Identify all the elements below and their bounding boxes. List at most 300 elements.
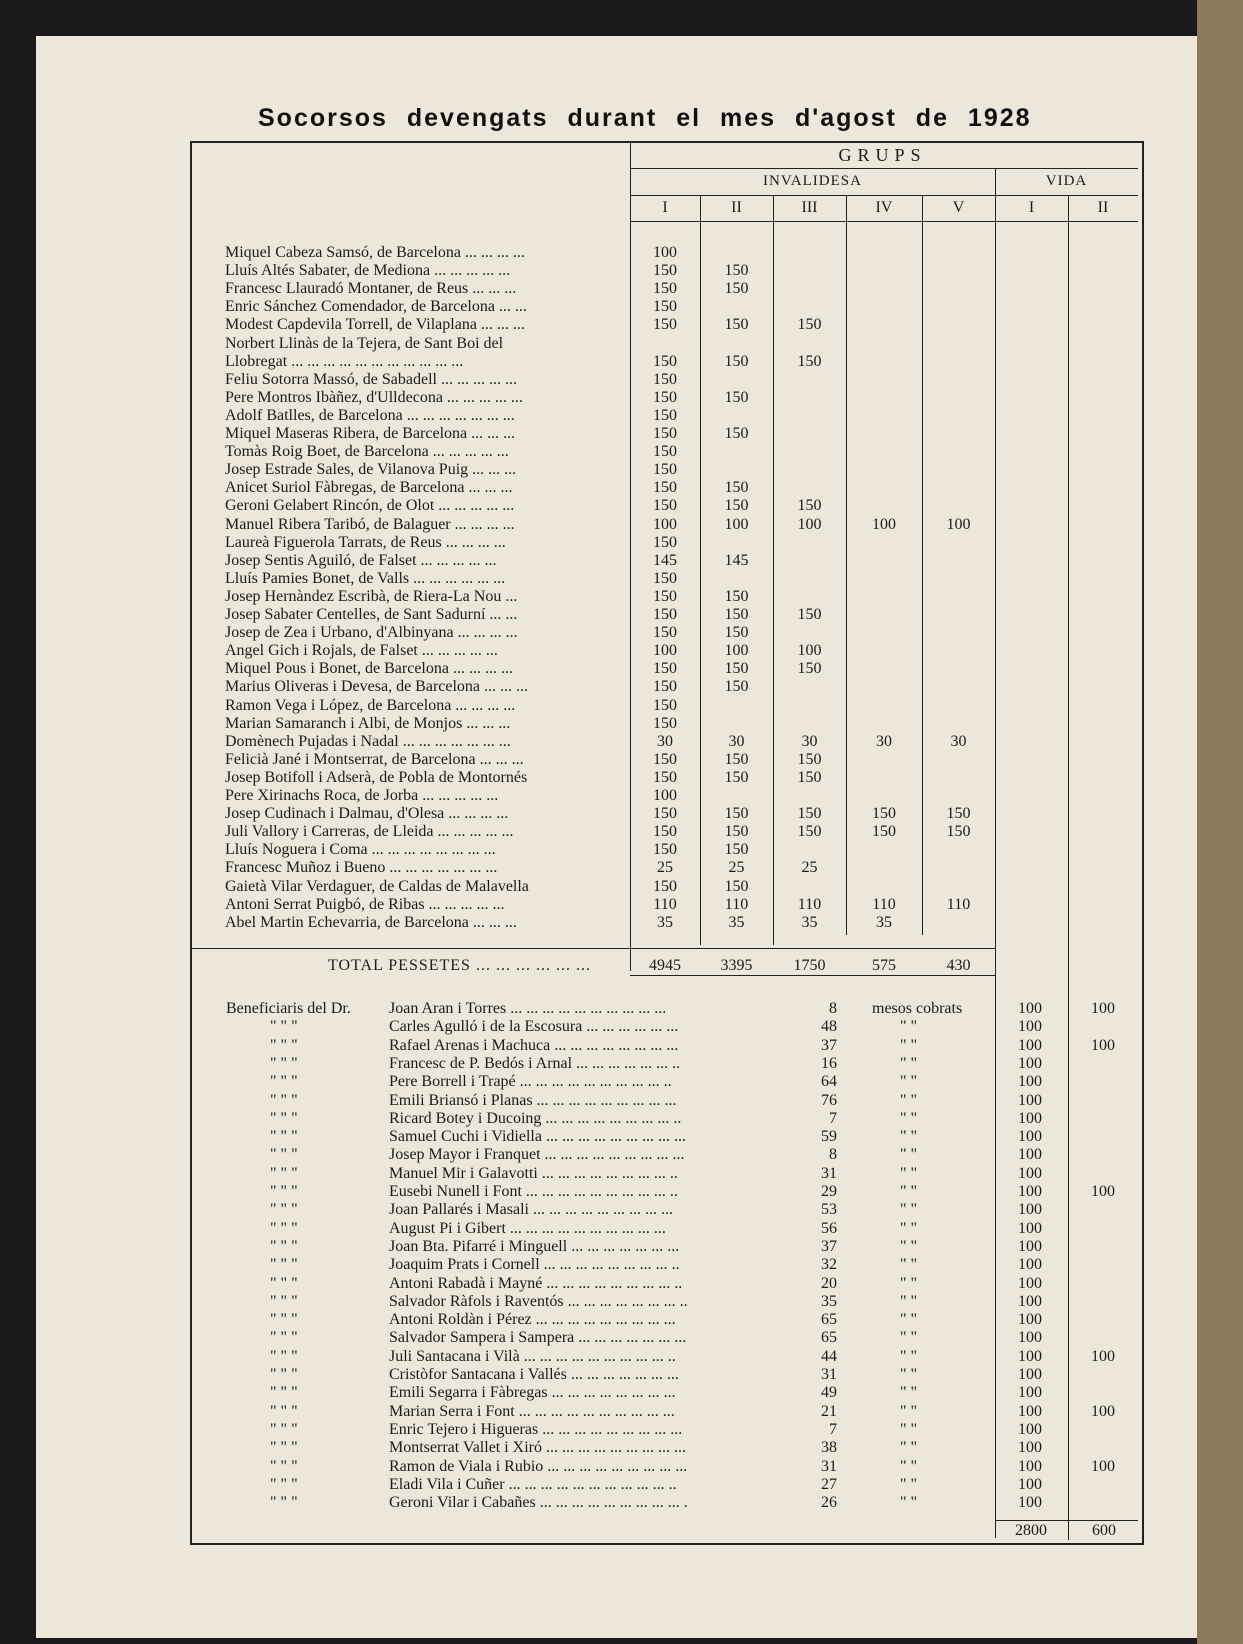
months-value: 29 [821, 1183, 837, 1200]
table-row-name: Marius Oliveras i Devesa, de Barcelona ... ... ... [225, 678, 529, 696]
total-label: TOTAL PESSETES ... ... ... ... ... ... [328, 957, 591, 974]
table-cell-value: 150 [653, 280, 677, 298]
ditto-mark: " " " [270, 1274, 298, 1292]
ditto-mark: " " " [270, 1494, 298, 1512]
vida-i-value: 100 [1018, 1475, 1042, 1493]
vida-i-value: 100 [1018, 1146, 1042, 1164]
months-value: 64 [821, 1073, 837, 1091]
table-row-name: Josep de Zea i Urbano, d'Albinyana ... ... ... ... [225, 624, 518, 642]
months-value: 16 [821, 1054, 837, 1072]
table-row-name: Laureà Figuerola Tarrats, de Reus ... ... ... ... [225, 533, 506, 551]
header-rule [630, 221, 1138, 222]
beneficiary-name: Ricard Botey i Ducoing ... ... ... ... ... ... ... ... .. [389, 1109, 682, 1127]
header-rule [630, 195, 1138, 196]
table-cell-value: 150 [653, 841, 677, 859]
table-cell-value: 150 [653, 533, 677, 551]
vida-i-value: 100 [1018, 1256, 1042, 1274]
ditto-mark: " " [900, 1475, 918, 1493]
table-cell-value: 150 [797, 823, 822, 841]
table-cell-value: 150 [653, 406, 677, 424]
beneficiary-name: Marian Serra i Font ... ... ... ... ... ... ... ... ... ... [389, 1402, 675, 1420]
ditto-mark: " " " [270, 1073, 298, 1091]
vida-i-value: 100 [1018, 1164, 1042, 1182]
months-value: 7 [829, 1109, 837, 1127]
ditto-mark: " " [900, 1384, 918, 1402]
table-cell-value: 150 [653, 805, 677, 823]
total-value: 430 [946, 957, 971, 974]
mesos-label: mesos cobrats [872, 1000, 963, 1017]
vida-ii-value: 100 [1091, 1000, 1115, 1017]
ditto-mark: " " " [270, 1146, 298, 1164]
table-row-name: Josep Sentis Aguiló, de Falset ... ... ... ... ... [225, 551, 497, 569]
table-row-name: Geroni Gelabert Rincón, de Olot ... ... ... ... ... [225, 497, 515, 515]
table-cell-value: 100 [653, 787, 677, 804]
header-grups: GRUPS [838, 145, 927, 165]
ditto-mark: " " " [270, 1018, 298, 1036]
column-rule [995, 168, 996, 1538]
table-row-name: Enric Sánchez Comendador, de Barcelona ... ... [225, 298, 527, 316]
ditto-mark: " " [900, 1018, 918, 1036]
months-value: 8 [829, 1146, 837, 1164]
table-cell-value: 150 [653, 461, 677, 479]
table-row-name: Tomàs Roig Boet, de Barcelona ... ... ... ... ... [225, 443, 509, 461]
vida-i-value: 100 [1018, 1237, 1042, 1255]
table-row-name: Lluís Altés Sabater, de Mediona ... ... ... ... ... [225, 262, 511, 280]
table-cell-value: 150 [724, 877, 749, 895]
column-rule [700, 195, 701, 945]
table-cell-value: 25 [657, 859, 673, 877]
table-cell-value: 150 [797, 352, 822, 370]
table-row-name: Modest Capdevila Torrell, de Vilaplana ... ... ... [225, 316, 525, 334]
table-cell-value: 150 [653, 497, 677, 515]
ditto-mark: " " [900, 1311, 918, 1329]
table-row-name: Pere Montros Ibàñez, d'Ulldecona ... ... ... ... ... [225, 388, 523, 406]
months-value: 49 [821, 1384, 837, 1402]
table-cell-value: 150 [653, 750, 677, 768]
beneficiary-name: Salvador Ràfols i Raventós ... ... ... ... ... ... ... .. [389, 1292, 688, 1310]
column-rule [773, 195, 774, 945]
beneficiary-name: Ramon de Viala i Rubio ... ... ... ... ... ... ... ... ... [389, 1457, 688, 1475]
months-value: 8 [829, 1000, 837, 1017]
vida-i-value: 100 [1018, 1128, 1042, 1146]
table-cell-value: 25 [728, 859, 745, 877]
table-row-name: Gaietà Vilar Verdaguer, de Caldas de Malavella [225, 877, 529, 895]
vida-i-value: 100 [1018, 1201, 1042, 1219]
total-value: 1750 [793, 957, 826, 974]
beneficiary-name: Carles Agulló i de la Escosura ... ... ... ... ... ... [389, 1018, 679, 1036]
ditto-mark: " " [900, 1292, 918, 1310]
table-cell-value: 30 [950, 732, 967, 750]
table-cell-value: 150 [797, 497, 822, 515]
table-cell-value: 150 [724, 388, 749, 406]
ditto-mark: " " " [270, 1164, 298, 1182]
ditto-mark: " " " [270, 1439, 298, 1457]
vida-ii-value: 100 [1091, 1347, 1115, 1365]
beneficiary-name: Emili Briansó i Planas ... ... ... ... ... ... ... ... ... [389, 1091, 677, 1109]
table-row-name: Llobregat ... ... ... ... ... ... ... ... ... ... ... [225, 352, 464, 370]
table-cell-value: 150 [872, 805, 896, 823]
column-rule [846, 195, 847, 935]
total-value: 575 [872, 957, 896, 974]
ditto-mark: " " " [270, 1311, 298, 1329]
months-value: 48 [821, 1018, 837, 1036]
vida-ii-value: 100 [1091, 1036, 1115, 1054]
table-cell-value: 150 [653, 370, 677, 388]
beneficiary-name: Josep Mayor i Franquet ... ... ... ... ... ... ... ... ... [389, 1146, 685, 1164]
ditto-mark: " " [900, 1329, 918, 1347]
vida-i-value: 100 [1018, 1054, 1042, 1072]
beneficiary-name: Pere Borrell i Trapé ... ... ... ... ... ... ... ... ... .. [389, 1073, 672, 1091]
beneficiary-name: Manuel Mir i Galavotti ... ... ... ... ... ... ... ... .. [389, 1164, 678, 1182]
table-cell-value: 30 [728, 732, 745, 750]
months-value: 32 [821, 1256, 837, 1274]
table-cell-value: 150 [797, 750, 822, 768]
table-cell-value: 150 [724, 587, 749, 605]
table-cell-value: 35 [801, 913, 818, 931]
vida-i-value: 100 [1018, 1402, 1042, 1420]
table-row-name: Domènech Pujadas i Nadal ... ... ... ... ... ... ... [225, 732, 511, 750]
table-cell-value: 150 [797, 660, 822, 678]
vida-total-value: 600 [1092, 1522, 1116, 1539]
beneficiary-name: Joan Pallarés i Masali ... ... ... ... ... ... ... ... ... [389, 1201, 673, 1219]
table-row-name: Josep Cudinach i Dalmau, d'Olesa ... ... ... ... [225, 805, 509, 823]
months-value: 26 [821, 1494, 837, 1512]
table-cell-value: 100 [946, 515, 971, 533]
ditto-mark: " " [900, 1091, 918, 1109]
vida-i-value: 100 [1018, 1439, 1042, 1457]
vida-i-value: 100 [1018, 1420, 1042, 1438]
ditto-mark: " " " [270, 1292, 298, 1310]
vida-ii-value: 100 [1091, 1183, 1115, 1200]
table-cell-value: 150 [946, 823, 971, 841]
beneficiary-name: Rafael Arenas i Machuca ... ... ... ... ... ... ... ... [389, 1036, 679, 1054]
table-cell-value: 150 [724, 425, 749, 442]
header-vida: VIDA [1045, 173, 1088, 189]
table-cell-value: 150 [653, 316, 677, 334]
vida-total-value: 2800 [1015, 1522, 1047, 1539]
table-cell-value: 30 [801, 732, 818, 750]
table-cell-value: 150 [724, 479, 749, 497]
table-cell-value: 150 [653, 479, 677, 497]
table-cell-value: 150 [724, 352, 749, 370]
months-value: 31 [821, 1457, 837, 1475]
table-cell-value: 110 [872, 895, 896, 913]
ditto-mark: " " " [270, 1201, 298, 1219]
column-header: III [801, 199, 818, 216]
table-cell-value: 150 [653, 262, 677, 280]
vida-i-value: 100 [1018, 1329, 1042, 1347]
vida-i-value: 100 [1018, 1018, 1042, 1036]
ditto-mark: " " [900, 1109, 918, 1127]
ditto-mark: " " [900, 1457, 918, 1475]
column-rule [922, 195, 923, 935]
table-cell-value: 100 [653, 244, 677, 261]
ditto-mark: " " " [270, 1457, 298, 1475]
vida-i-value: 100 [1018, 1091, 1042, 1109]
months-value: 38 [821, 1439, 837, 1457]
vida-i-value: 100 [1018, 1073, 1042, 1091]
ditto-mark: " " " [270, 1256, 298, 1274]
beneficiary-name: Joan Bta. Pifarré i Minguell ... ... ... ... ... ... ... [389, 1237, 680, 1255]
column-header: II [731, 199, 742, 216]
table-cell-value: 30 [876, 732, 892, 750]
table-cell-value: 150 [724, 805, 749, 823]
ditto-mark: " " [900, 1420, 918, 1438]
vida-i-value: 100 [1018, 1219, 1042, 1237]
beneficiary-name: August Pi i Gibert ... ... ... ... ... ... ... ... ... ... [389, 1219, 666, 1237]
ditto-mark: " " " [270, 1054, 298, 1072]
vida-i-value: 100 [1018, 1274, 1042, 1292]
ditto-mark: " " [900, 1183, 918, 1200]
table-row-name: Josep Estrade Sales, de Vilanova Puig ... ... ... [225, 461, 517, 479]
table-row-name: Josep Botifoll i Adserà, de Pobla de Montornés [225, 768, 528, 786]
ditto-mark: " " [900, 1054, 918, 1072]
ditto-mark: " " " [270, 1402, 298, 1420]
table-row-name: Miquel Cabeza Samsó, de Barcelona ... ... ... ... [225, 244, 525, 261]
beneficiary-name: Geroni Vilar i Cabañes ... ... ... ... ... ... ... ... ... . [389, 1494, 688, 1512]
months-value: 31 [821, 1164, 837, 1182]
months-value: 37 [821, 1237, 837, 1255]
table-cell-value: 150 [724, 823, 749, 841]
table-row-name: Miquel Pous i Bonet, de Barcelona ... ... ... ... [225, 660, 513, 678]
table-cell-value: 100 [653, 642, 677, 660]
table-cell-value: 100 [724, 642, 749, 660]
months-value: 27 [821, 1475, 837, 1493]
vida-i-value: 100 [1018, 1000, 1042, 1017]
table-cell-value: 150 [653, 298, 677, 316]
vida-i-value: 100 [1018, 1347, 1042, 1365]
ditto-mark: " " [900, 1164, 918, 1182]
table-row-name: Marian Samaranch i Albi, de Monjos ... ... ... [225, 714, 511, 732]
table-row-name: Abel Martin Echevarria, de Barcelona ... ... ... [225, 913, 517, 931]
beneficiary-name: Montserrat Vallet i Xiró ... ... ... ... ... ... ... ... ... [389, 1439, 687, 1457]
table-cell-value: 150 [797, 606, 822, 623]
ditto-mark: " " " [270, 1237, 298, 1255]
table-cell-value: 150 [724, 768, 749, 786]
ditto-mark: " " [900, 1128, 918, 1146]
months-value: 20 [821, 1274, 837, 1292]
column-header: IV [875, 199, 893, 216]
ditto-mark: " " " [270, 1384, 298, 1402]
beneficiaris-prefix: Beneficiaris del Dr. [226, 1000, 351, 1017]
months-value: 7 [829, 1420, 837, 1438]
table-cell-value: 150 [653, 823, 677, 841]
table-row-name: Lluís Pamies Bonet, de Valls ... ... ... ... ... ... [225, 569, 506, 587]
table-cell-value: 150 [653, 569, 677, 587]
table-row-name: Feliu Sotorra Massó, de Sabadell ... ... ... ... ... [225, 370, 517, 388]
table-row-name: Anicet Suriol Fàbregas, de Barcelona ... ... ... [225, 479, 513, 497]
table-cell-value: 150 [724, 606, 749, 623]
ditto-mark: " " [900, 1146, 918, 1164]
total-value: 3395 [720, 957, 753, 974]
table-cell-value: 150 [724, 750, 749, 768]
beneficiary-name: Francesc de P. Bedós i Arnal ... ... ... ... ... ... .. [389, 1054, 681, 1072]
table-cell-value: 150 [797, 316, 822, 334]
table-cell-value: 150 [653, 388, 677, 406]
table-row-name: Ramon Vega i López, de Barcelona ... ... ... ... [225, 696, 516, 714]
ditto-mark: " " " [270, 1183, 298, 1200]
vida-i-value: 100 [1018, 1109, 1042, 1127]
beneficiary-name: Emili Segarra i Fàbregas ... ... ... ... ... ... ... ... [389, 1384, 676, 1402]
page-title: Socorsos devengats durant el mes d'agost de 1928 [258, 104, 1032, 132]
table-cell-value: 150 [653, 624, 677, 642]
beneficiary-name: Antoni Roldàn i Pérez ... ... ... ... ... ... ... ... ... [389, 1311, 676, 1329]
ditto-mark: " " [900, 1439, 918, 1457]
ditto-mark: " " [900, 1274, 918, 1292]
table-cell-value: 150 [724, 316, 749, 334]
ditto-mark: " " [900, 1256, 918, 1274]
vida-i-value: 100 [1018, 1311, 1042, 1329]
table-cell-value: 145 [653, 551, 677, 569]
table-cell-value: 35 [657, 913, 673, 931]
ditto-mark: " " " [270, 1219, 298, 1237]
beneficiary-name: Cristòfor Santacana i Vallés ... ... ... ... ... ... ... [389, 1366, 679, 1383]
table-cell-value: 35 [876, 913, 892, 931]
ditto-mark: " " " [270, 1109, 298, 1127]
table-row-name: Norbert Llinàs de la Tejera, de Sant Boi del [225, 334, 504, 352]
table-row-name: Juli Vallory i Carreras, de Lleida ... ... ... ... ... [225, 823, 514, 841]
table-cell-value: 150 [724, 262, 749, 280]
vida-i-value: 100 [1018, 1494, 1042, 1512]
ditto-mark: " " [900, 1036, 918, 1054]
table-row-name: Francesc Muñoz i Bueno ... ... ... ... ... ... ... [225, 859, 498, 877]
table-row-name: Josep Hernàndez Escribà, de Riera-La Nou ... [225, 587, 518, 605]
table-cell-value: 150 [653, 877, 677, 895]
table-row-name: Lluís Noguera i Coma ... ... ... ... ... ... ... ... [225, 841, 496, 859]
ditto-mark: " " [900, 1494, 918, 1512]
beneficiary-name: Samuel Cuchi i Vidiella ... ... ... ... ... ... ... ... ... [389, 1128, 686, 1146]
column-header: II [1097, 199, 1109, 216]
ditto-mark: " " " [270, 1036, 298, 1054]
table-cell-value: 150 [653, 587, 677, 605]
months-value: 59 [821, 1128, 837, 1146]
table-row-name: Pere Xirinachs Roca, de Jorba ... ... ... ... ... [225, 787, 499, 804]
table-cell-value: 100 [872, 515, 896, 533]
table-cell-value: 110 [724, 895, 749, 913]
table-cell-value: 150 [653, 768, 677, 786]
table-cell-value: 150 [724, 624, 749, 642]
table-cell-value: 110 [653, 895, 677, 913]
ditto-mark: " " " [270, 1091, 298, 1109]
ditto-mark: " " " [270, 1329, 298, 1347]
beneficiary-name: Joaquim Prats i Cornell ... ... ... ... ... ... ... ... .. [389, 1256, 680, 1274]
table-cell-value: 150 [653, 678, 677, 696]
ditto-mark: " " " [270, 1366, 298, 1383]
table-cell-value: 150 [653, 696, 677, 714]
table-cell-value: 100 [797, 642, 822, 660]
months-value: 31 [821, 1366, 837, 1383]
beneficiary-name: Enric Tejero i Higueras ... ... ... ... ... ... ... ... ... [389, 1420, 683, 1438]
table-cell-value: 30 [657, 732, 673, 750]
table-row-name: Josep Sabater Centelles, de Sant Sadurní ... ... [225, 606, 518, 623]
months-value: 44 [821, 1347, 837, 1365]
beneficiary-name: Salvador Sampera i Sampera ... ... ... ... ... ... ... [389, 1329, 687, 1347]
ditto-mark: " " [900, 1347, 918, 1365]
table-cell-value: 100 [724, 515, 749, 533]
page-spine [1197, 0, 1243, 1644]
total-value: 4945 [649, 957, 681, 974]
total-rule [630, 975, 995, 976]
ditto-mark: " " [900, 1402, 918, 1420]
table-cell-value: 150 [724, 660, 749, 678]
column-header: I [1028, 199, 1035, 216]
table-cell-value: 150 [653, 714, 677, 732]
header-invalidesa: INVALIDESA [763, 173, 862, 189]
table-row-name: Felicià Jané i Montserrat, de Barcelona ... ... ... [225, 750, 524, 768]
beneficiary-name: Eusebi Nunell i Font ... ... ... ... ... ... ... ... ... .. [389, 1183, 678, 1200]
table-cell-value: 100 [797, 515, 822, 533]
vida-i-value: 100 [1018, 1036, 1042, 1054]
beneficiary-name: Antoni Rabadà i Mayné ... ... ... ... ... ... ... ... .. [389, 1274, 683, 1292]
beneficiary-name: Eladi Vila i Cuñer ... ... ... ... ... ... ... ... ... ... .. [389, 1475, 677, 1493]
ditto-mark: " " " [270, 1420, 298, 1438]
vida-i-value: 100 [1018, 1384, 1042, 1402]
vida-ii-value: 100 [1091, 1402, 1115, 1420]
months-value: 65 [821, 1311, 837, 1329]
column-rule [630, 141, 631, 971]
vida-ii-value: 100 [1091, 1457, 1115, 1475]
column-header: V [952, 199, 965, 216]
table-cell-value: 150 [797, 768, 822, 786]
ditto-mark: " " [900, 1237, 918, 1255]
table-cell-value: 150 [724, 497, 749, 515]
table-cell-value: 150 [653, 606, 677, 623]
ditto-mark: " " [900, 1366, 918, 1383]
ditto-mark: " " " [270, 1347, 298, 1365]
months-value: 76 [821, 1091, 837, 1109]
table-cell-value: 150 [797, 805, 822, 823]
table-cell-value: 150 [653, 660, 677, 678]
header-rule [630, 168, 1138, 169]
ditto-mark: " " [900, 1219, 918, 1237]
total-rule [190, 948, 995, 949]
months-value: 56 [821, 1219, 837, 1237]
vida-i-value: 100 [1018, 1183, 1042, 1200]
months-value: 35 [821, 1292, 837, 1310]
months-value: 65 [821, 1329, 837, 1347]
beneficiary-name: Joan Aran i Torres ... ... ... ... ... ... ... ... ... ... [389, 1000, 667, 1017]
ditto-mark: " " [900, 1073, 918, 1091]
ditto-mark: " " [900, 1201, 918, 1219]
vida-i-value: 100 [1018, 1292, 1042, 1310]
table-row-name: Francesc Llauradó Montaner, de Reus ... ... ... [225, 280, 517, 298]
table-cell-value: 150 [653, 352, 677, 370]
table-cell-value: 110 [946, 895, 971, 913]
months-value: 21 [821, 1402, 837, 1420]
vida-total-rule [995, 1520, 1138, 1521]
table-cell-value: 150 [724, 678, 749, 696]
table-row-name: Adolf Batlles, de Barcelona ... ... ... ... ... ... ... [225, 406, 515, 424]
months-value: 37 [821, 1036, 837, 1054]
table-cell-value: 100 [653, 515, 677, 533]
table-cell-value: 150 [724, 841, 749, 859]
column-header: I [662, 199, 668, 216]
table-cell-value: 25 [801, 859, 818, 877]
ditto-mark: " " " [270, 1475, 298, 1493]
table-cell-value: 150 [946, 805, 971, 823]
table-cell-value: 150 [653, 425, 677, 442]
table-cell-value: 150 [872, 823, 896, 841]
vida-i-value: 100 [1018, 1457, 1042, 1475]
table-cell-value: 145 [724, 551, 749, 569]
ditto-mark: " " " [270, 1128, 298, 1146]
column-rule [1068, 195, 1069, 1540]
table-row-name: Angel Gich i Rojals, de Falset ... ... ... ... ... [225, 642, 498, 660]
table-row-name: Miquel Maseras Ribera, de Barcelona ... ... ... [225, 425, 516, 442]
table-cell-value: 110 [797, 895, 822, 913]
table-cell-value: 35 [728, 913, 745, 931]
table-row-name: Manuel Ribera Taribó, de Balaguer ... ... ... ... [225, 515, 515, 533]
